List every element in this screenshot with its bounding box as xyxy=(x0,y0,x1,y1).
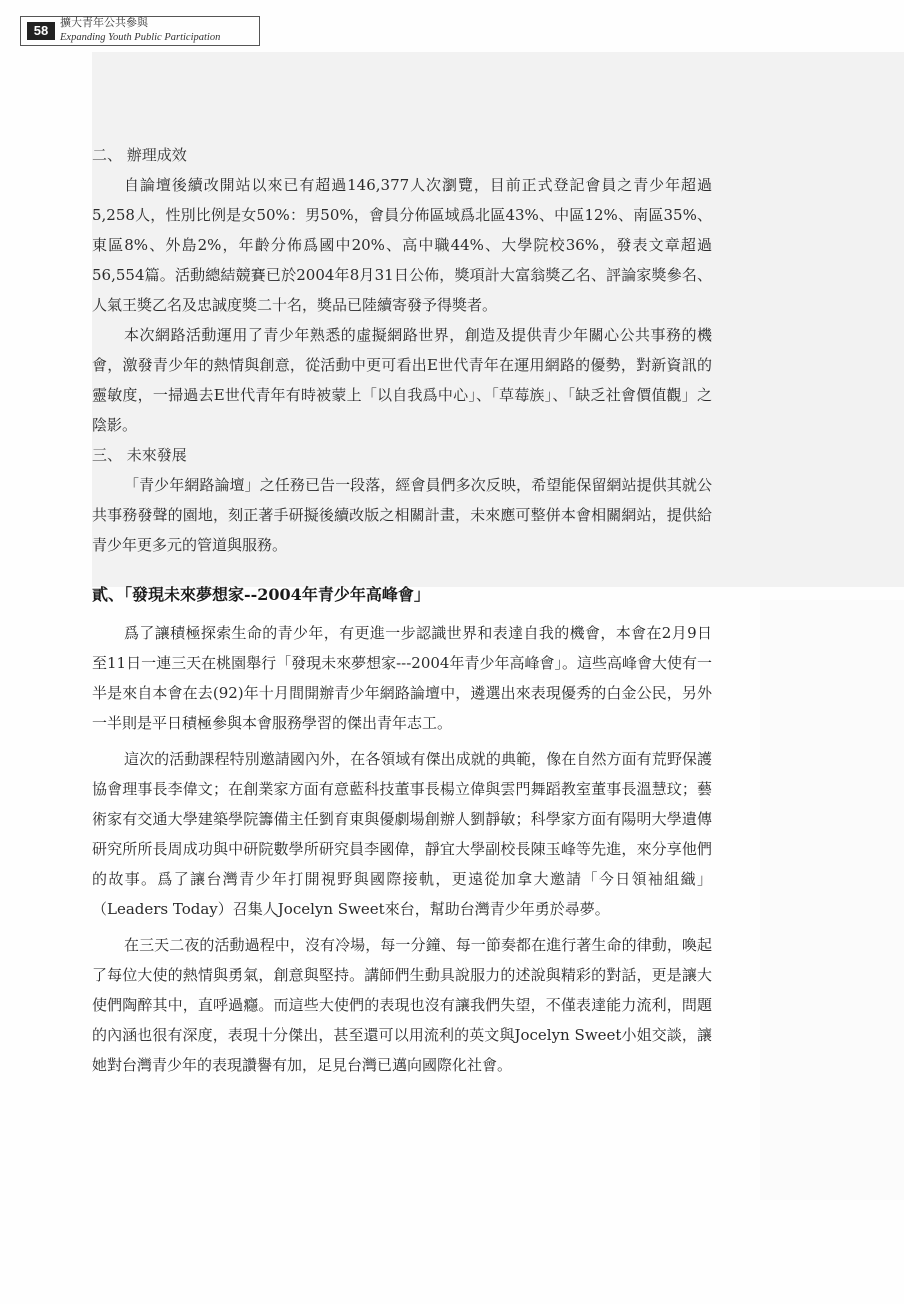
page-number: 58 xyxy=(27,22,55,40)
paragraph: 自論壇後續改開站以來已有超過146,377人次瀏覽，目前正式登記會員之青少年超過5,258人，性別比例是女50%：男50%，會員分佈區域爲北區43%、中區12%、南區35%、東區8%、外島2%，年齡分佈爲國中20%、高中職44%、大學院校36%，發表文章超過56,554篇。活動總結競賽已於2004年8月31日公佈，獎項計大富翁獎乙名、評論家獎參名、人氣王獎乙名及忠誠度獎二十名，獎品已陸續寄發予得獎者。 xyxy=(92,176,712,314)
paragraph: 在三天二夜的活動過程中，沒有冷場，每一分鐘、每一節奏都在進行著生命的律動，喚起了每位大使的熱情與勇氣，創意與堅持。講師們生動具說服力的述說與精彩的對話，更是讓大使們陶醉其中，直呼過癮。而這些大使們的表現也沒有讓我們失望，不僅表達能力流利，問題的內涵也很有深度，表現十分傑出，甚至還可以用流利的英文與Jocelyn Sweet小姐交談，讓她對台灣青少年的表現讚譽有加，足見台灣已邁向國際化社會。 xyxy=(92,936,712,1074)
section-heading-future: 三、 未來發展 xyxy=(92,446,187,464)
paragraph: 本次網路活動運用了青少年熟悉的虛擬網路世界，創造及提供青少年關心公共事務的機會，激發青少年的熱情與創意，從活動中更可看出E世代青年在運用網路的優勢，對新資訊的靈敏度，一掃過去E世代青年有時被蒙上「以自我爲中心」、「草莓族」、「缺乏社會價值觀」之陰影。 xyxy=(92,326,712,434)
section-heading-results: 二、 辦理成效 xyxy=(92,146,187,164)
bleed-through-lower xyxy=(760,600,904,1200)
main-text xyxy=(92,140,712,1080)
running-header-title-zh: 擴大青年公共參與 xyxy=(60,16,148,29)
paragraph: 這次的活動課程特別邀請國內外，在各領域有傑出成就的典範，像在自然方面有荒野保護協會理事長李偉文；在創業家方面有意藍科技董事長楊立偉與雲門舞蹈教室董事長溫慧玟；藝術家有交通大學建築學院籌備主任劉育東與優劇場創辦人劉靜敏；科學家方面有陽明大學遺傳研究所所長周成功與中研院數學所研究員李國偉，靜宜大學副校長陳玉峰等先進，來分享他們的故事。爲了讓台灣青少年打開視野與國際接軌，更遠從加拿大邀請「今日領袖組織」（Leaders Today）召集人Jocelyn Sweet來台，幫助台灣青少年勇於尋夢。 xyxy=(92,750,712,918)
running-header-title-en: Expanding Youth Public Participation xyxy=(60,32,221,43)
paragraph: 「青少年網路論壇」之任務已告一段落，經會員們多次反映，希望能保留網站提供其就公共事務發聲的園地，刻正著手研擬後續改版之相關計畫，未來應可整併本會相關網站，提供給青少年更多元的管道與服務。 xyxy=(92,476,712,554)
part-title-summit: 貳、「發現未來夢想家--2004年青少年高峰會」 xyxy=(92,585,430,604)
paragraph: 爲了讓積極探索生命的青少年，有更進一步認識世界和表達自我的機會，本會在2月9日至11日一連三天在桃園舉行「發現未來夢想家---2004年青少年高峰會」。這些高峰會大使有一半是來自本會在去(92)年十月間開辦青少年網路論壇中，遴選出來表現優秀的白金公民，另外一半則是平日積極參與本會服務學習的傑出青年志工。 xyxy=(92,624,712,732)
